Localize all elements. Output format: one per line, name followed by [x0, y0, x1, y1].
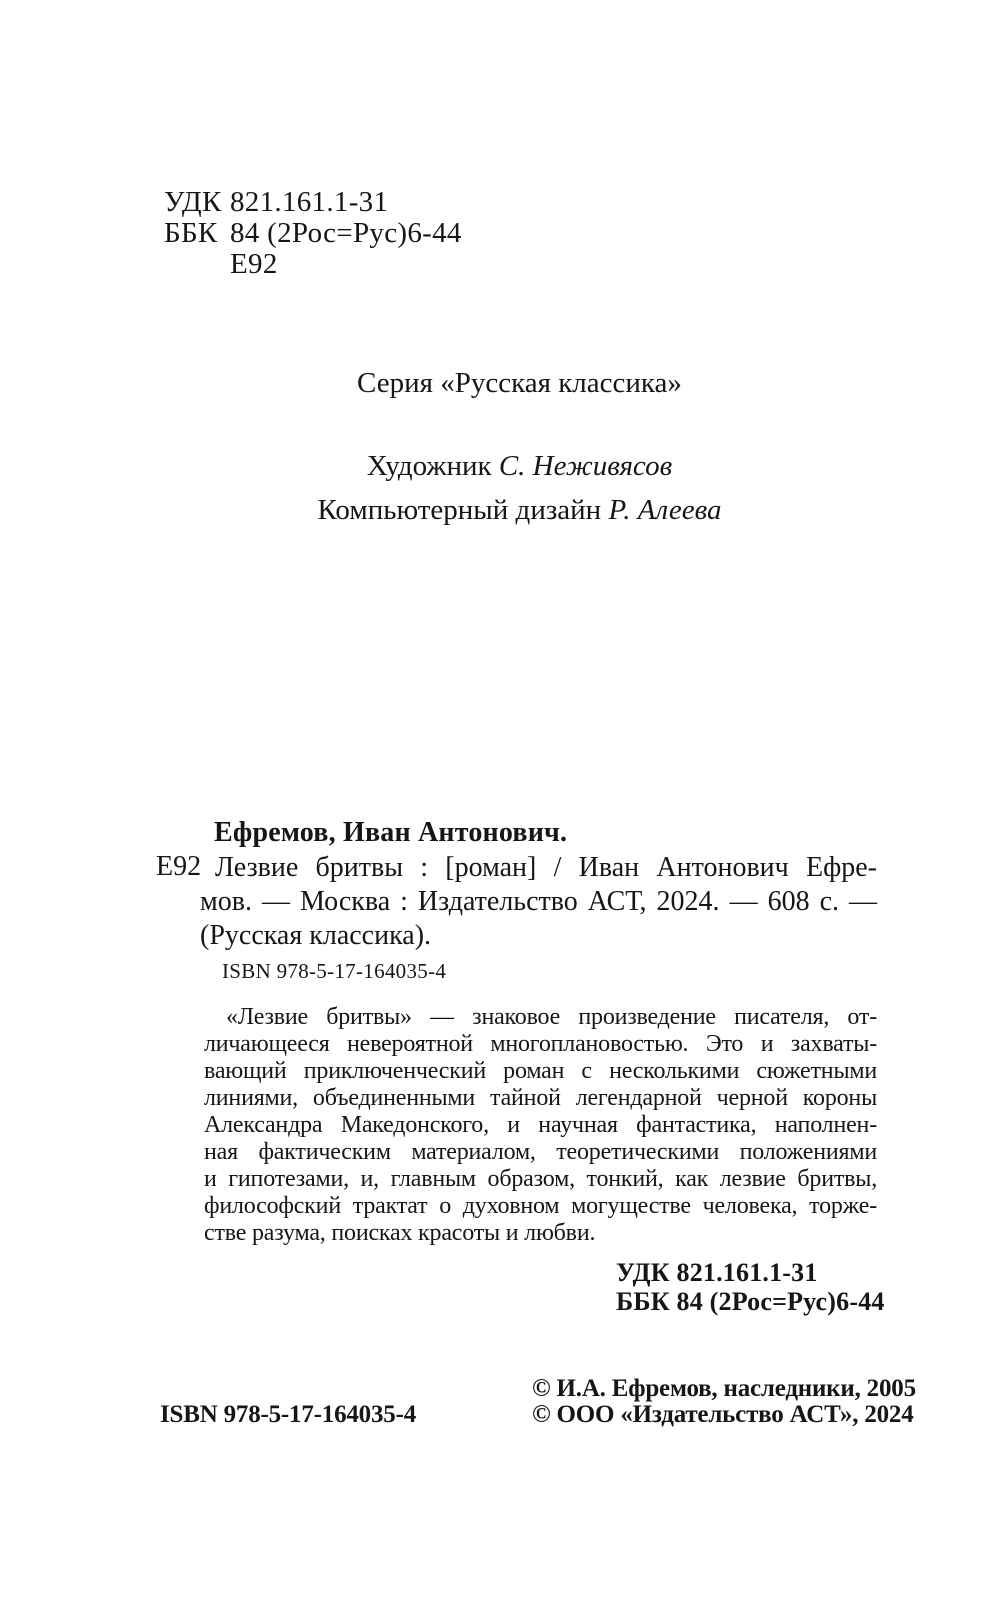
annotation-line: ная фактическим материалом, теоретическими положениями	[204, 1139, 877, 1165]
annotation-line: «Лезвие бритвы» — знаковое произведение писателя, от-	[226, 1004, 877, 1030]
card-udk-line: УДК 821.161.1-31	[616, 1258, 818, 1287]
classification-block	[164, 187, 462, 280]
annotation-line: стве разума, поисках красоты и любви.	[204, 1220, 596, 1246]
annotation-line: личающееся невероятной многоплановостью. Это и захваты-	[204, 1031, 877, 1057]
annotation-line: и гипотезами, и, главным образом, тонкий, как лезвие бритвы,	[204, 1166, 877, 1192]
copyright-publisher-line: © ООО «Издательство АСТ», 2024	[532, 1401, 914, 1428]
annotation-line: философский трактат о духовном могуществе человека, торже-	[204, 1193, 877, 1219]
card-bbk-line: ББК 84 (2Рос=Рус)6-44	[616, 1287, 885, 1316]
annotation-line: линиями, объединенными тайной легендарной черной короны	[204, 1085, 877, 1111]
bottom-isbn: ISBN 978-5-17-164035-4	[160, 1401, 417, 1428]
bbk-value: 84 (2Рос=Рус)6-44	[230, 217, 462, 249]
card-margin-code: Е92	[156, 851, 202, 882]
designer-credit-label: Компьютерный дизайн	[317, 494, 602, 526]
bbk-label: ББК	[164, 217, 218, 249]
series-title: Серия «Русская классика»	[357, 367, 682, 399]
bib-line: Лезвие бритвы : [роман] / Иван Антонович Ефре-	[215, 852, 877, 883]
card-bib-entry	[200, 851, 877, 953]
udk-row	[164, 187, 462, 218]
author-sign-code: Е92	[230, 248, 278, 280]
artist-credit-label: Художник	[366, 450, 492, 482]
card-classification-codes	[616, 1258, 885, 1316]
author-sign-spacer	[164, 249, 230, 280]
copyright-author-line: © И.А. Ефремов, наследники, 2005	[532, 1375, 916, 1402]
udk-value: 821.161.1-31	[230, 186, 389, 218]
designer-credit	[162, 493, 877, 527]
card-author-heading: Ефремов, Иван Антонович.	[214, 817, 568, 848]
bib-line: (Русская классика).	[200, 920, 432, 951]
annotation-line: вающий приключенческий роман с несколькими сюжетными	[204, 1058, 877, 1084]
card-isbn: ISBN 978-5-17-164035-4	[222, 959, 447, 983]
designer-credit-name: Р. Алеева	[608, 494, 722, 526]
artist-credit	[162, 449, 877, 483]
bib-line: мов. — Москва : Издательство АСТ, 2024. — 608 с. —	[200, 886, 877, 917]
annotation-line: Александра Македонского, и научная фантастика, наполнен-	[204, 1112, 877, 1138]
udk-label: УДК	[164, 186, 222, 218]
bbk-row	[164, 218, 462, 249]
artist-credit-name: С. Неживясов	[498, 450, 673, 482]
card-annotation	[204, 1004, 877, 1247]
author-sign-row	[164, 249, 462, 280]
